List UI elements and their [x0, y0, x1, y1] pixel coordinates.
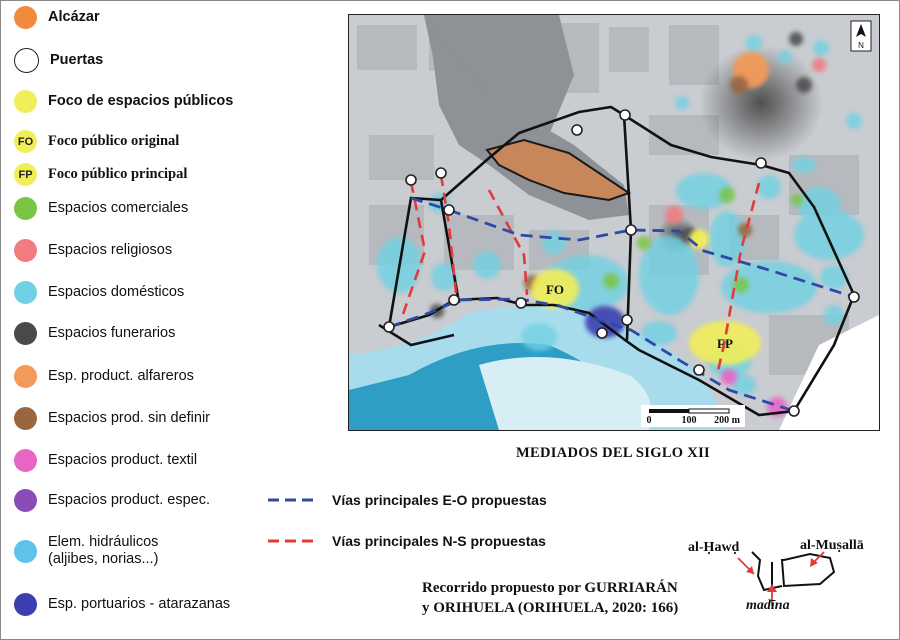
legend-label: Espacios funerarios [48, 325, 176, 341]
credit-line-1: Recorrido propuesto por GURRIARÁN [422, 580, 678, 596]
scale-bar [641, 405, 745, 427]
public-focus-small [689, 229, 709, 249]
route-ns-row [268, 533, 546, 549]
credit-line-2: y ORIHUELA (ORIHUELA, 2020: 166) [422, 600, 679, 616]
legend-item-fp [14, 163, 187, 186]
special-prod-swatch-icon [14, 489, 37, 512]
legend-item-funerary [14, 322, 175, 345]
legend-item-public-focus [14, 90, 233, 113]
legend-label: Espacios product. textil [48, 452, 198, 468]
gate-swatch-icon [14, 48, 39, 73]
legend-label: Puertas [50, 52, 104, 68]
scale-tick-0: 0 [646, 415, 652, 426]
legend-label: Espacios domésticos [48, 284, 185, 300]
inset-label-hawd: al-Ḥawḍ [688, 540, 740, 555]
map-title: MEDIADOS DEL SIGLO XII [516, 445, 710, 461]
route-ew-row [268, 492, 547, 508]
legend-label: Espacios religiosos [48, 242, 173, 258]
inset-label-madina: madīna [746, 598, 790, 613]
legend-label: Elem. hidráulicos (aljibes, norias...) [48, 534, 159, 567]
legend-item-potters [14, 365, 194, 388]
legend-label: Espacios comerciales [48, 200, 189, 216]
ns-route-label: Vías principales N-S propuestas [332, 533, 546, 549]
legend-label: Foco público original [48, 133, 180, 149]
legend-item-domestic [14, 281, 184, 304]
legend-item-hydraulic [14, 534, 158, 568]
legend-item-undefined-prod [14, 407, 210, 430]
ew-route-swatch-icon [268, 495, 318, 505]
religious-swatch-icon [14, 239, 37, 262]
legend-label: Esp. product. alfareros [48, 368, 194, 384]
scale-tick-200: 200 m [714, 415, 740, 426]
undefined-prod-swatch-icon [14, 407, 37, 430]
north-arrow-icon [851, 21, 871, 51]
legend-label: Esp. portuarios - atarazanas [48, 596, 231, 612]
legend-item-port [14, 593, 230, 616]
ew-route-label: Vías principales E-O propuestas [332, 492, 547, 508]
inset-label-musalla: al-Muṣallā [800, 538, 864, 553]
legend-label: Espacios prod. sin definir [48, 410, 210, 426]
scale-tick-100: 100 [681, 415, 697, 426]
hydraulic-swatch-icon [14, 540, 37, 563]
legend-label: Foco de espacios públicos [48, 93, 234, 109]
legend-item-special-prod [14, 489, 210, 512]
legend-label: Espacios product. espec. [48, 492, 211, 508]
fp-badge-icon: FP [14, 163, 37, 186]
fp-label: FP [717, 336, 733, 351]
city-map [348, 14, 880, 431]
legend-label: Foco público principal [48, 166, 188, 182]
map-canvas [349, 15, 879, 430]
alcazar-swatch-icon [14, 6, 37, 29]
ns-route-swatch-icon [268, 536, 318, 546]
potters-swatch-icon [14, 365, 37, 388]
legend-item-religious [14, 239, 172, 262]
commercial-swatch-icon [14, 197, 37, 220]
domestic-swatch-icon [14, 281, 37, 304]
fo-badge-icon: FO [14, 130, 37, 153]
legend-item-puertas [14, 48, 103, 73]
legend-item-textile [14, 449, 197, 472]
legend-item-fo [14, 130, 179, 153]
legend-item-alcazar [14, 6, 100, 29]
fo-label: FO [545, 282, 565, 297]
legend-item-commercial [14, 197, 188, 220]
port-swatch-icon [14, 593, 37, 616]
inset-sketch [680, 530, 890, 630]
north-label: N [858, 41, 864, 50]
legend-label: Alcázar [48, 9, 100, 25]
textile-swatch-icon [14, 449, 37, 472]
funerary-swatch-icon [14, 322, 37, 345]
public-focus-swatch-icon [14, 90, 37, 113]
